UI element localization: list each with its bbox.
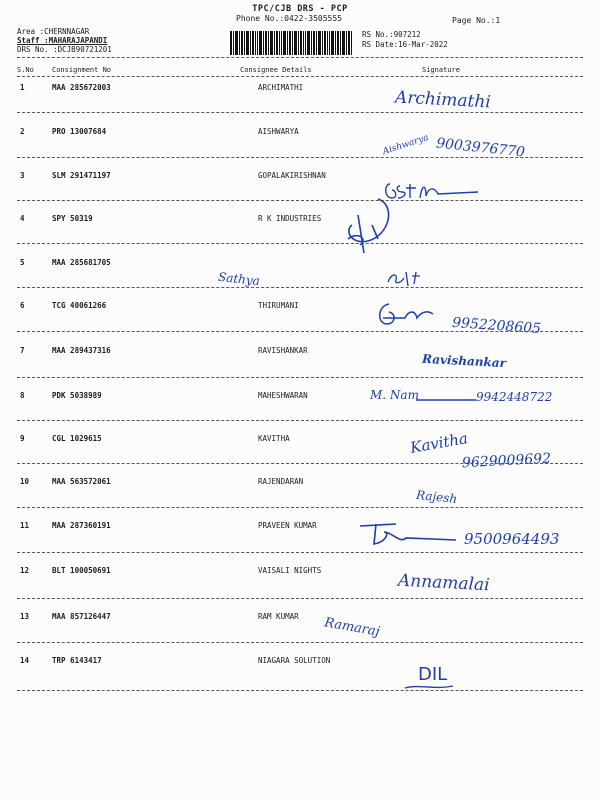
divider bbox=[17, 552, 583, 553]
row-sno: 8 bbox=[20, 391, 25, 400]
row-consignment: BLT 100050691 bbox=[52, 566, 111, 575]
row-consignee: GOPALAKIRISHNAN bbox=[258, 171, 326, 180]
signature-rajendaran: Rajesh bbox=[415, 487, 458, 507]
signature-maheshwaran: M. Nam bbox=[370, 388, 419, 402]
phone-number: Phone No.:0422-3505555 bbox=[236, 14, 342, 23]
col-signature: Signature bbox=[422, 66, 460, 74]
row-consignee: ARCHIMATHI bbox=[258, 83, 304, 92]
row-consignment: MAA 287360191 bbox=[52, 521, 111, 530]
table-row bbox=[0, 346, 600, 390]
row-consignee: VAISALI NIGHTS bbox=[258, 566, 322, 575]
row-consignee: RAM KUMAR bbox=[258, 612, 299, 621]
divider bbox=[17, 690, 583, 691]
row-consignment: PDK 5038989 bbox=[52, 391, 102, 400]
signature-vaisali-nights: Annamalai bbox=[397, 570, 491, 596]
row-consignee: PRAVEEN KUMAR bbox=[258, 521, 317, 530]
table-row bbox=[0, 566, 600, 610]
row-sno: 12 bbox=[20, 566, 30, 575]
row-consignee: R K INDUSTRIES bbox=[258, 214, 322, 223]
row-sno: 1 bbox=[20, 83, 25, 92]
signature-phone: 9500964493 bbox=[464, 530, 560, 548]
divider bbox=[17, 200, 583, 201]
signature-niagara: DIL bbox=[418, 664, 448, 685]
signature-thirumani bbox=[375, 300, 437, 332]
row-consignee: AISHWARYA bbox=[258, 127, 299, 136]
row-consignment: TRP 6143417 bbox=[52, 656, 102, 665]
row-consignment: MAA 285672003 bbox=[52, 83, 111, 92]
row-sno: 3 bbox=[20, 171, 25, 180]
divider bbox=[17, 243, 583, 244]
signature-initial bbox=[384, 268, 424, 290]
row-consignment: SLM 291471197 bbox=[52, 171, 111, 180]
signature-sathya: Sathya bbox=[217, 269, 261, 289]
table-row bbox=[0, 258, 600, 302]
divider bbox=[17, 287, 583, 288]
row-consignee: MAHESHWARAN bbox=[258, 391, 308, 400]
signature-line bbox=[416, 396, 478, 404]
col-consignment: Consignment No bbox=[52, 66, 112, 74]
divider bbox=[17, 598, 583, 599]
row-consignment: MAA 289437316 bbox=[52, 346, 111, 355]
row-consignee: KAVITHA bbox=[258, 434, 290, 443]
row-consignment: CGL 1029615 bbox=[52, 434, 102, 443]
col-sno: S.No bbox=[17, 66, 34, 74]
signature-archimathi: Archimathi bbox=[394, 87, 492, 113]
row-consignee: RAJENDARAN bbox=[258, 477, 304, 486]
row-consignee: RAVISHANKAR bbox=[258, 346, 308, 355]
rs-number: RS No.:907212 bbox=[362, 30, 421, 39]
divider bbox=[17, 642, 583, 643]
row-consignee: NIAGARA SOLUTION bbox=[258, 656, 331, 665]
divider bbox=[17, 507, 583, 508]
barcode bbox=[230, 31, 352, 55]
row-consignment: TCG 40061266 bbox=[52, 301, 107, 310]
row-consignee: THIRUMANI bbox=[258, 301, 299, 310]
row-sno: 7 bbox=[20, 346, 25, 355]
row-consignment: MAA 285681705 bbox=[52, 258, 111, 267]
signature-rk-industries bbox=[338, 195, 398, 257]
signature-phone: 9629009692 bbox=[461, 450, 552, 472]
signature-kavitha: Kavitha bbox=[408, 429, 470, 457]
row-sno: 11 bbox=[20, 521, 30, 530]
signature-phone: 9003976770 bbox=[435, 135, 526, 161]
signature-phone: 9942448722 bbox=[476, 390, 553, 404]
row-consignment: SPY 50319 bbox=[52, 214, 93, 223]
table-row bbox=[0, 612, 600, 656]
row-consignment: PRO 13007684 bbox=[52, 127, 107, 136]
rs-date: RS Date:16-Mar-2022 bbox=[362, 40, 448, 49]
divider bbox=[17, 57, 583, 58]
table-row bbox=[0, 171, 600, 215]
table-row bbox=[0, 214, 600, 258]
signature-ravishankar: Ravishankar bbox=[421, 351, 507, 371]
row-sno: 5 bbox=[20, 258, 25, 267]
divider bbox=[17, 76, 583, 77]
row-sno: 6 bbox=[20, 301, 25, 310]
signature-praveen-kumar bbox=[356, 518, 460, 548]
divider bbox=[17, 420, 583, 421]
row-sno: 10 bbox=[20, 477, 30, 486]
row-sno: 2 bbox=[20, 127, 25, 136]
signature-ram-kumar: Ramaraj bbox=[323, 615, 381, 640]
row-sno: 9 bbox=[20, 434, 25, 443]
row-consignment: MAA 563572061 bbox=[52, 477, 111, 486]
page-number: Page No.:1 bbox=[452, 16, 501, 25]
document-title: TPC/CJB DRS - PCP bbox=[252, 4, 348, 14]
row-sno: 4 bbox=[20, 214, 25, 223]
divider bbox=[17, 112, 583, 113]
table-row bbox=[0, 477, 600, 521]
row-consignment: MAA 857126447 bbox=[52, 612, 111, 621]
table-row bbox=[0, 656, 600, 700]
row-sno: 14 bbox=[20, 656, 30, 665]
row-sno: 13 bbox=[20, 612, 30, 621]
signature-phone: 9952208605 bbox=[451, 314, 542, 338]
staff-field: Staff :MAHARAJAPANDI bbox=[17, 36, 108, 45]
signature-underline bbox=[405, 684, 455, 692]
area-field: Area :CHERNNAGAR bbox=[17, 27, 90, 36]
signature-aishwarya: Aishwarya bbox=[381, 132, 431, 158]
table-row bbox=[0, 83, 600, 127]
col-consignee: Consignee Details bbox=[240, 66, 312, 74]
divider bbox=[17, 377, 583, 378]
drs-number: DRS No. :DCJB90721201 bbox=[17, 45, 112, 54]
